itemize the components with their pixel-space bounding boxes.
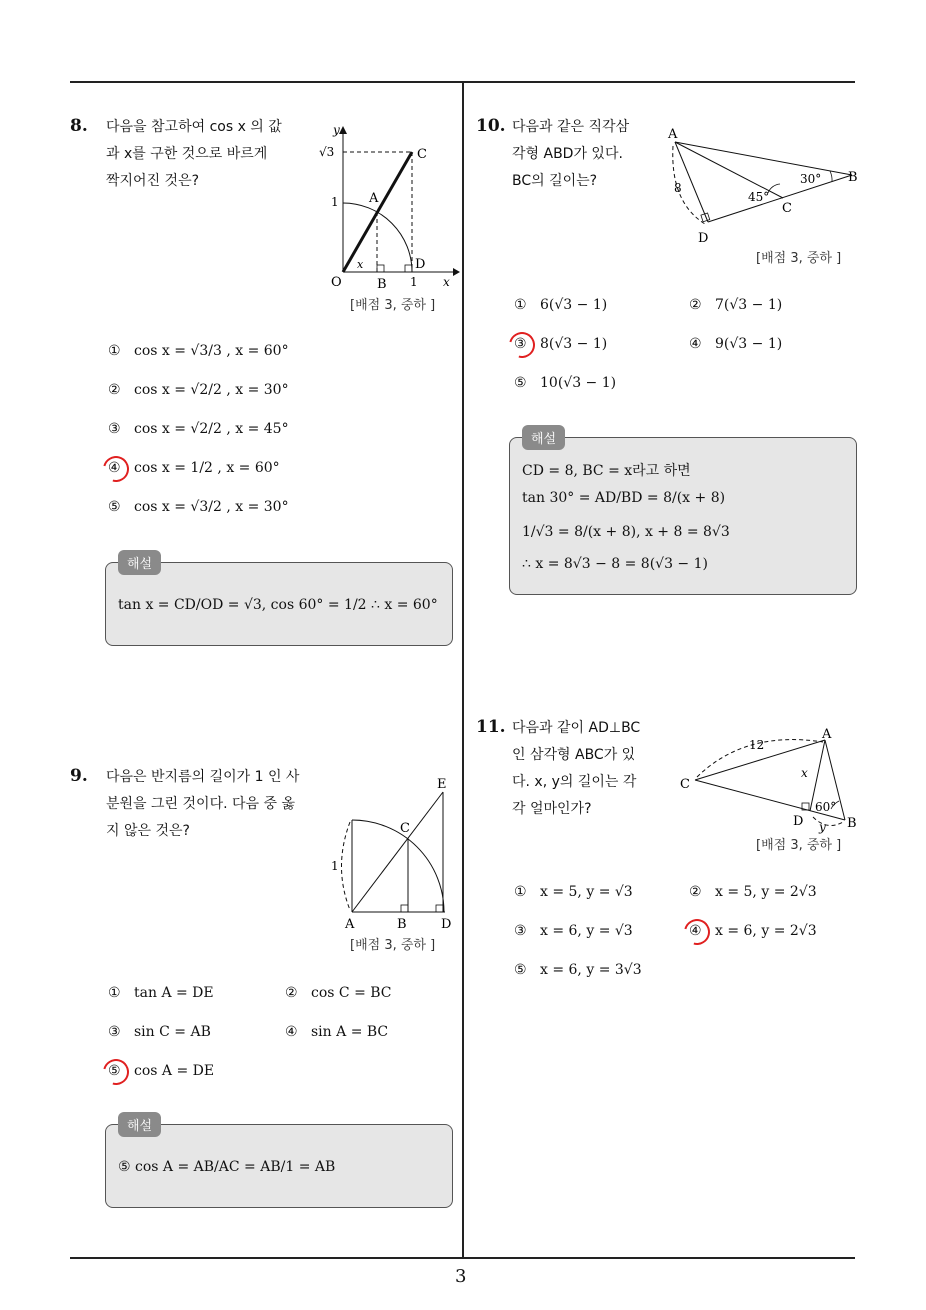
q8-fig-label: O — [331, 275, 342, 290]
q10-solution-line: CD = 8, BC = x라고 하면 — [522, 463, 691, 479]
q9-text-line: 분원을 그린 것이다. 다음 중 옳 — [106, 796, 295, 812]
choice-text: cos x = √3/2 , x = 30° — [134, 499, 289, 515]
q10-choice-1[interactable] — [514, 297, 607, 313]
choice-num: ⑤ — [108, 1063, 121, 1079]
choice-num: ④ — [285, 1024, 298, 1040]
q10-solution-line: 1/√3 = 8/(x + 8), x + 8 = 8√3 — [522, 524, 730, 540]
q11-fig-label: B — [847, 816, 857, 831]
choice-num: ③ — [108, 421, 121, 437]
q8-choice-1[interactable] — [108, 343, 289, 359]
q11-figure — [675, 725, 865, 835]
q10-solution-tag: 해설 — [522, 425, 565, 450]
q9-choice-3[interactable] — [108, 1024, 211, 1040]
page-number: 3 — [455, 1266, 467, 1287]
q9-solution-text: ⑤ cos A = AB/AC = AB/1 = AB — [118, 1159, 336, 1175]
q8-figure — [315, 120, 460, 300]
q8-text — [106, 114, 306, 195]
q8-text-line: 과 x를 구한 것으로 바르게 — [106, 146, 268, 162]
q10-fig-label: 45° — [748, 190, 770, 204]
choice-text: cos A = DE — [134, 1063, 215, 1079]
choice-num: ① — [108, 985, 121, 1001]
choice-text: x = 6, y = 3√3 — [540, 962, 642, 978]
choice-text: cos x = √2/2 , x = 45° — [134, 421, 289, 437]
q11-text-line: 다음과 같이 AD⊥BC — [512, 720, 641, 736]
q8-text-line: 짝지어진 것은? — [106, 173, 200, 189]
q9-fig-label: 1 — [331, 859, 339, 873]
q11-text-line: 각 얼마인가? — [512, 801, 592, 817]
q10-fig-label: 8 — [674, 181, 682, 195]
q9-solution-tag: 해설 — [118, 1112, 161, 1137]
q11-fig-label: A — [822, 727, 832, 742]
q11-text — [512, 715, 672, 823]
q11-fig-label: y — [819, 820, 826, 834]
q8-score: [배점 3, 중하 ] — [350, 298, 436, 313]
q9-text — [106, 764, 316, 845]
q10-choice-4[interactable] — [689, 336, 782, 352]
q9-score: [배점 3, 중하 ] — [350, 938, 436, 953]
column-divider — [462, 83, 464, 1258]
q10-fig-label: 30° — [800, 172, 822, 186]
q11-fig-label: 12 — [749, 738, 765, 752]
q10-text-line: 다음과 같은 직각삼 — [512, 119, 630, 135]
q9-number: 9. — [70, 766, 88, 786]
q9-choice-2[interactable] — [285, 985, 392, 1001]
choice-text: 8(√3 − 1) — [540, 336, 608, 352]
q9-choice-1[interactable] — [108, 985, 214, 1001]
choice-text: sin A = BC — [311, 1024, 389, 1040]
choice-text: cos C = BC — [311, 985, 392, 1001]
q8-number: 8. — [70, 116, 88, 136]
q10-text — [512, 114, 657, 195]
choice-text: x = 6, y = 2√3 — [715, 923, 817, 939]
q10-solution-line: ∴ x = 8√3 − 8 = 8(√3 − 1) — [522, 556, 708, 572]
q11-number: 11. — [476, 717, 506, 737]
choice-num: ② — [689, 884, 702, 900]
choice-text: 9(√3 − 1) — [715, 336, 783, 352]
bottom-rule — [70, 1257, 855, 1259]
q10-text-line: BC의 길이는? — [512, 173, 598, 189]
q8-fig-label: C — [417, 147, 427, 162]
q11-choice-1[interactable] — [514, 884, 633, 900]
q8-choice-5[interactable] — [108, 499, 289, 515]
q8-choice-4[interactable] — [108, 460, 280, 476]
choice-text: cos x = 1/2 , x = 60° — [134, 460, 280, 476]
choice-num: ④ — [689, 923, 702, 939]
q10-score: [배점 3, 중하 ] — [756, 251, 842, 266]
q8-fig-label: y — [333, 123, 340, 137]
choice-text: 10(√3 − 1) — [540, 375, 617, 391]
q8-fig-label: √3 — [319, 145, 335, 159]
q10-fig-label: A — [668, 127, 678, 142]
choice-num: ① — [514, 297, 527, 313]
q8-fig-label: x — [357, 258, 364, 271]
choice-num: ④ — [108, 460, 121, 476]
q10-solution-line: tan 30° = AD/BD = 8/(x + 8) — [522, 490, 726, 506]
choice-text: sin C = AB — [134, 1024, 211, 1040]
choice-num: ⑤ — [108, 499, 121, 515]
q11-text-line: 인 삼각형 ABC가 있 — [512, 747, 636, 763]
choice-num: ② — [689, 297, 702, 313]
q9-fig-label: E — [437, 777, 447, 792]
q9-answer-mark — [98, 1054, 134, 1090]
choice-num: ② — [108, 382, 121, 398]
q9-fig-label: C — [400, 821, 410, 836]
q8-fig-label: A — [369, 191, 379, 206]
q11-fig-label: C — [680, 777, 690, 792]
choice-num: ② — [285, 985, 298, 1001]
choice-num: ④ — [689, 336, 702, 352]
q8-choice-3[interactable] — [108, 421, 289, 437]
q8-fig-label: D — [415, 257, 426, 272]
q11-fig-label: 60° — [815, 800, 837, 814]
choice-text: cos x = √3/3 , x = 60° — [134, 343, 289, 359]
q9-fig-label: D — [441, 917, 452, 932]
q10-choice-2[interactable] — [689, 297, 782, 313]
q10-figure — [660, 122, 865, 247]
choice-text: tan A = DE — [134, 985, 214, 1001]
q11-score: [배점 3, 중하 ] — [756, 838, 842, 853]
q10-number: 10. — [476, 116, 506, 136]
choice-text: x = 5, y = 2√3 — [715, 884, 817, 900]
q8-solution-tag: 해설 — [118, 550, 161, 575]
q9-choice-4[interactable] — [285, 1024, 388, 1040]
q8-text-line: 다음을 참고하여 cos x 의 값 — [106, 119, 282, 135]
q8-fig-label: 1 — [331, 195, 339, 209]
q8-answer-mark — [98, 451, 134, 487]
q9-figure — [325, 772, 460, 937]
choice-text: 6(√3 − 1) — [540, 297, 608, 313]
q9-fig-label: A — [345, 917, 355, 932]
choice-num: ① — [514, 884, 527, 900]
choice-num: ① — [108, 343, 121, 359]
q8-choice-2[interactable] — [108, 382, 289, 398]
q11-choice-3[interactable] — [514, 923, 633, 939]
q10-answer-mark — [504, 327, 540, 363]
choice-text: x = 6, y = √3 — [540, 923, 633, 939]
q9-text-line: 지 않은 것은? — [106, 823, 190, 839]
q11-choice-2[interactable] — [689, 884, 817, 900]
choice-num: ③ — [108, 1024, 121, 1040]
choice-text: cos x = √2/2 , x = 30° — [134, 382, 289, 398]
q11-fig-label: D — [793, 814, 804, 829]
q9-text-line: 다음은 반지름의 길이가 1 인 사 — [106, 769, 300, 785]
q11-choice-5[interactable] — [514, 962, 642, 978]
q10-choice-5[interactable] — [514, 375, 616, 391]
q11-answer-mark — [679, 914, 715, 950]
q10-fig-label: B — [848, 170, 858, 185]
choice-num: ③ — [514, 923, 527, 939]
choice-text: x = 5, y = √3 — [540, 884, 633, 900]
q10-fig-label: C — [782, 201, 792, 216]
q11-text-line: 다. x, y의 길이는 각 — [512, 774, 637, 790]
choice-text: 7(√3 − 1) — [715, 297, 783, 313]
q9-fig-label: B — [397, 917, 407, 932]
choice-num: ③ — [514, 336, 527, 352]
choice-num: ⑤ — [514, 962, 527, 978]
choice-num: ⑤ — [514, 375, 527, 391]
q8-fig-label: B — [377, 277, 387, 292]
q10-fig-label: D — [698, 231, 709, 246]
q8-solution-text: tan x = CD/OD = √3, cos 60° = 1/2 ∴ x = 60° — [118, 597, 438, 613]
q8-fig-label: 1 — [410, 275, 418, 289]
q8-fig-label: x — [443, 275, 450, 289]
q10-text-line: 각형 ABD가 있다. — [512, 146, 623, 162]
q11-fig-label: x — [801, 766, 808, 780]
